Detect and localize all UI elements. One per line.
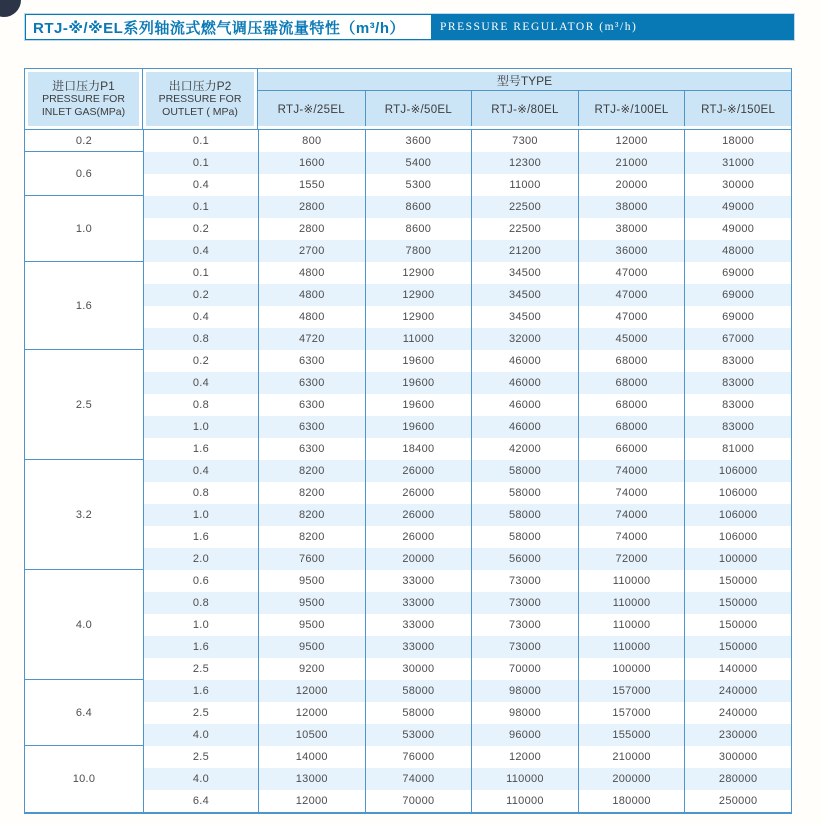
flow-value-cell: 6300 [258, 438, 365, 460]
outlet-pressure-cell: 0.1 [143, 196, 258, 218]
flow-value-cell: 38000 [578, 196, 685, 218]
flow-value-cell: 12000 [258, 702, 365, 724]
model-header-row [258, 91, 791, 126]
flow-value-cell: 83000 [684, 372, 791, 394]
flow-value-cell: 9200 [258, 658, 365, 680]
outlet-pressure-cell: 1.0 [143, 416, 258, 438]
flow-value-cell: 12000 [258, 680, 365, 702]
flow-value-cell: 22500 [471, 196, 578, 218]
flow-value-cell: 200000 [578, 768, 685, 790]
flow-value-cell: 33000 [365, 636, 472, 658]
flow-value-cell: 46000 [471, 394, 578, 416]
flow-value-cell: 96000 [471, 724, 578, 746]
flow-value-cell: 49000 [684, 218, 791, 240]
flow-value-cell: 74000 [578, 504, 685, 526]
flow-value-cell: 12300 [471, 152, 578, 174]
flow-value-cell: 18400 [365, 438, 472, 460]
inlet-pressure-cell: 6.4 [25, 680, 143, 746]
flow-value-cell: 34500 [471, 306, 578, 328]
outlet-pressure-cell: 0.1 [143, 130, 258, 152]
flow-value-cell: 70000 [471, 658, 578, 680]
outlet-pressure-cell: 4.0 [143, 768, 258, 790]
flow-value-cell: 74000 [578, 460, 685, 482]
flow-value-cell: 26000 [365, 460, 472, 482]
model-header-100el: RTJ-※/100EL [578, 91, 685, 126]
flow-value-cell: 53000 [365, 724, 472, 746]
table-header [25, 69, 791, 130]
flow-value-cell: 8200 [258, 460, 365, 482]
flow-value-cell: 21000 [578, 152, 685, 174]
flow-value-cell: 1600 [258, 152, 365, 174]
flow-value-cell: 36000 [578, 240, 685, 262]
flow-value-cell: 47000 [578, 262, 685, 284]
flow-value-cell: 34500 [471, 284, 578, 306]
outlet-pressure-cell: 4.0 [143, 724, 258, 746]
corner-dot-decoration [0, 0, 21, 17]
flow-value-cell: 73000 [471, 636, 578, 658]
inlet-pressure-header [25, 69, 143, 129]
flow-value-cell: 4800 [258, 306, 365, 328]
inlet-pressure-cell: 1.6 [25, 262, 143, 350]
flow-value-cell: 68000 [578, 416, 685, 438]
flow-value-cell: 12900 [365, 306, 472, 328]
outlet-pressure-cell: 0.8 [143, 328, 258, 350]
inlet-header-cn: 进口压力P1 [52, 79, 115, 93]
flow-value-cell: 26000 [365, 482, 472, 504]
flow-value-cell: 11000 [471, 174, 578, 196]
flow-value-cell: 6300 [258, 416, 365, 438]
outlet-pressure-cell: 1.0 [143, 504, 258, 526]
flow-value-cell: 98000 [471, 680, 578, 702]
flow-value-cell: 7600 [258, 548, 365, 570]
flow-value-cell: 34500 [471, 262, 578, 284]
flow-value-cell: 46000 [471, 372, 578, 394]
flow-value-cell: 250000 [684, 790, 791, 812]
outlet-pressure-cell: 1.6 [143, 526, 258, 548]
flow-value-cell: 49000 [684, 196, 791, 218]
inlet-pressure-cell: 0.6 [25, 152, 143, 196]
outlet-pressure-cell: 0.4 [143, 306, 258, 328]
flow-value-cell: 58000 [471, 526, 578, 548]
flow-value-cell: 106000 [684, 504, 791, 526]
outlet-pressure-header [143, 69, 258, 129]
flow-value-cell: 2800 [258, 218, 365, 240]
outlet-pressure-cell: 0.4 [143, 372, 258, 394]
table-body [25, 130, 791, 812]
flow-value-cell: 9500 [258, 636, 365, 658]
flow-value-cell: 240000 [684, 680, 791, 702]
outlet-header-cn: 出口压力P2 [168, 79, 232, 93]
flow-value-cell: 110000 [578, 592, 685, 614]
flow-value-cell: 4720 [258, 328, 365, 350]
outlet-pressure-cell: 2.5 [143, 746, 258, 768]
flow-value-cell: 6300 [258, 372, 365, 394]
flow-value-cell: 67000 [684, 328, 791, 350]
flow-value-cell: 19600 [365, 350, 472, 372]
flow-value-cell: 110000 [471, 790, 578, 812]
inlet-pressure-cell: 1.0 [25, 196, 143, 262]
flow-value-cell: 7800 [365, 240, 472, 262]
flow-value-cell: 106000 [684, 526, 791, 548]
flow-value-cell: 110000 [578, 614, 685, 636]
outlet-pressure-cell: 0.1 [143, 152, 258, 174]
outlet-pressure-cell: 1.6 [143, 438, 258, 460]
flow-value-cell: 100000 [578, 658, 685, 680]
flow-value-cell: 12000 [471, 746, 578, 768]
flow-value-cell: 240000 [684, 702, 791, 724]
flow-value-cell: 76000 [365, 746, 472, 768]
flow-value-cell: 30000 [684, 174, 791, 196]
inlet-pressure-cell: 3.2 [25, 460, 143, 570]
flow-value-cell: 48000 [684, 240, 791, 262]
flow-value-cell: 11000 [365, 328, 472, 350]
outlet-pressure-cell: 0.8 [143, 592, 258, 614]
outlet-pressure-cell: 0.2 [143, 284, 258, 306]
flow-value-cell: 110000 [471, 768, 578, 790]
flow-value-cell: 74000 [578, 526, 685, 548]
flow-value-cell: 2700 [258, 240, 365, 262]
flow-value-cell: 33000 [365, 614, 472, 636]
inlet-pressure-cell: 2.5 [25, 350, 143, 460]
model-header-80el: RTJ-※/80EL [471, 91, 578, 126]
outlet-header-en1: PRESSURE FOR [158, 93, 242, 105]
outlet-header-en2: OUTLET ( MPa) [162, 106, 238, 118]
flow-value-cell: 150000 [684, 614, 791, 636]
flow-value-cell: 8200 [258, 526, 365, 548]
page-subtitle: PRESSURE REGULATOR (m³/h) [440, 21, 638, 33]
flow-value-cell: 68000 [578, 350, 685, 372]
flow-value-cell: 4800 [258, 262, 365, 284]
flow-value-cell: 69000 [684, 284, 791, 306]
outlet-pressure-cell: 1.6 [143, 680, 258, 702]
flow-value-cell: 150000 [684, 570, 791, 592]
flow-value-cell: 58000 [471, 460, 578, 482]
flow-value-cell: 280000 [684, 768, 791, 790]
flow-value-cell: 4800 [258, 284, 365, 306]
outlet-pressure-cell: 1.6 [143, 636, 258, 658]
outlet-pressure-cell: 0.8 [143, 394, 258, 416]
flow-value-cell: 20000 [365, 548, 472, 570]
flow-value-cell: 58000 [365, 702, 472, 724]
flow-value-cell: 83000 [684, 350, 791, 372]
flow-value-cell: 14000 [258, 746, 365, 768]
flow-value-cell: 8200 [258, 504, 365, 526]
outlet-pressure-cell: 0.4 [143, 460, 258, 482]
flow-value-cell: 5300 [365, 174, 472, 196]
flow-value-cell: 58000 [365, 680, 472, 702]
type-header-label: 型号TYPE [258, 72, 791, 91]
outlet-pressure-cell: 0.2 [143, 350, 258, 372]
flow-value-cell: 32000 [471, 328, 578, 350]
inlet-pressure-cell: 4.0 [25, 570, 143, 680]
flow-value-cell: 12900 [365, 262, 472, 284]
flow-value-cell: 106000 [684, 460, 791, 482]
title-banner [24, 13, 795, 41]
model-type-header-group [258, 72, 791, 126]
flow-value-cell: 26000 [365, 526, 472, 548]
flow-value-cell: 68000 [578, 372, 685, 394]
flow-value-cell: 19600 [365, 372, 472, 394]
flow-value-cell: 300000 [684, 746, 791, 768]
flow-value-cell: 150000 [684, 592, 791, 614]
inlet-header-en2: INLET GAS(MPa) [41, 106, 126, 118]
flow-value-cell: 157000 [578, 680, 685, 702]
flow-value-cell: 47000 [578, 284, 685, 306]
flow-value-cell: 12000 [578, 130, 685, 152]
flow-value-cell: 66000 [578, 438, 685, 460]
flow-value-cell: 10500 [258, 724, 365, 746]
flow-value-cell: 210000 [578, 746, 685, 768]
flow-value-cell: 13000 [258, 768, 365, 790]
flow-value-cell: 22500 [471, 218, 578, 240]
flow-value-cell: 83000 [684, 394, 791, 416]
flow-value-cell: 58000 [471, 482, 578, 504]
flow-value-cell: 8200 [258, 482, 365, 504]
flow-value-cell: 73000 [471, 570, 578, 592]
flow-value-cell: 110000 [578, 570, 685, 592]
flow-value-cell: 98000 [471, 702, 578, 724]
flow-value-cell: 74000 [578, 482, 685, 504]
inlet-pressure-cell: 0.2 [25, 130, 143, 152]
flow-value-cell: 12000 [258, 790, 365, 812]
flow-value-cell: 26000 [365, 504, 472, 526]
flow-value-cell: 33000 [365, 592, 472, 614]
flow-value-cell: 46000 [471, 416, 578, 438]
flow-value-cell: 72000 [578, 548, 685, 570]
flow-value-cell: 6300 [258, 394, 365, 416]
flow-value-cell: 18000 [684, 130, 791, 152]
model-header-50el: RTJ-※/50EL [365, 91, 472, 126]
flow-value-cell: 81000 [684, 438, 791, 460]
outlet-pressure-cell: 0.4 [143, 240, 258, 262]
outlet-pressure-cell: 2.5 [143, 658, 258, 680]
flow-value-cell: 19600 [365, 394, 472, 416]
page-title: RTJ-※/※EL系列轴流式燃气调压器流量特性（m³/h） [33, 19, 405, 37]
flow-value-cell: 150000 [684, 636, 791, 658]
flow-value-cell: 69000 [684, 306, 791, 328]
flow-value-cell: 58000 [471, 504, 578, 526]
flow-value-cell: 110000 [578, 636, 685, 658]
model-header-25el: RTJ-※/25EL [258, 91, 365, 126]
flow-value-cell: 31000 [684, 152, 791, 174]
outlet-pressure-cell: 2.5 [143, 702, 258, 724]
outlet-pressure-cell: 2.0 [143, 548, 258, 570]
flow-value-cell: 800 [258, 130, 365, 152]
flow-value-cell: 155000 [578, 724, 685, 746]
flow-value-cell: 230000 [684, 724, 791, 746]
flow-value-cell: 9500 [258, 570, 365, 592]
flow-value-cell: 73000 [471, 614, 578, 636]
flow-value-cell: 6300 [258, 350, 365, 372]
outlet-pressure-cell: 0.8 [143, 482, 258, 504]
flow-value-cell: 1550 [258, 174, 365, 196]
flow-rate-table [24, 68, 792, 814]
flow-value-cell: 106000 [684, 482, 791, 504]
flow-value-cell: 38000 [578, 218, 685, 240]
flow-value-cell: 157000 [578, 702, 685, 724]
flow-value-cell: 100000 [684, 548, 791, 570]
flow-value-cell: 8600 [365, 196, 472, 218]
flow-value-cell: 47000 [578, 306, 685, 328]
outlet-pressure-cell: 1.0 [143, 614, 258, 636]
inlet-header-en1: PRESSURE FOR [42, 93, 125, 105]
flow-value-cell: 70000 [365, 790, 472, 812]
flow-value-cell: 7300 [471, 130, 578, 152]
flow-value-cell: 56000 [471, 548, 578, 570]
flow-value-cell: 69000 [684, 262, 791, 284]
flow-value-cell: 140000 [684, 658, 791, 680]
model-header-150el: RTJ-※/150EL [684, 91, 791, 126]
flow-value-cell: 46000 [471, 350, 578, 372]
flow-value-cell: 45000 [578, 328, 685, 350]
flow-value-cell: 5400 [365, 152, 472, 174]
flow-value-cell: 8600 [365, 218, 472, 240]
flow-value-cell: 12900 [365, 284, 472, 306]
flow-value-cell: 2800 [258, 196, 365, 218]
flow-value-cell: 9500 [258, 614, 365, 636]
flow-value-cell: 21200 [471, 240, 578, 262]
outlet-pressure-cell: 0.2 [143, 218, 258, 240]
flow-value-cell: 3600 [365, 130, 472, 152]
flow-value-cell: 83000 [684, 416, 791, 438]
title-box [26, 15, 431, 39]
flow-value-cell: 42000 [471, 438, 578, 460]
outlet-pressure-cell: 0.6 [143, 570, 258, 592]
inlet-pressure-cell: 10.0 [25, 746, 143, 812]
flow-value-cell: 68000 [578, 394, 685, 416]
flow-value-cell: 33000 [365, 570, 472, 592]
flow-value-cell: 20000 [578, 174, 685, 196]
flow-value-cell: 74000 [365, 768, 472, 790]
flow-value-cell: 30000 [365, 658, 472, 680]
flow-value-cell: 9500 [258, 592, 365, 614]
outlet-pressure-cell: 0.1 [143, 262, 258, 284]
outlet-pressure-cell: 6.4 [143, 790, 258, 812]
flow-value-cell: 19600 [365, 416, 472, 438]
flow-value-cell: 180000 [578, 790, 685, 812]
flow-value-cell: 73000 [471, 592, 578, 614]
outlet-pressure-cell: 0.4 [143, 174, 258, 196]
